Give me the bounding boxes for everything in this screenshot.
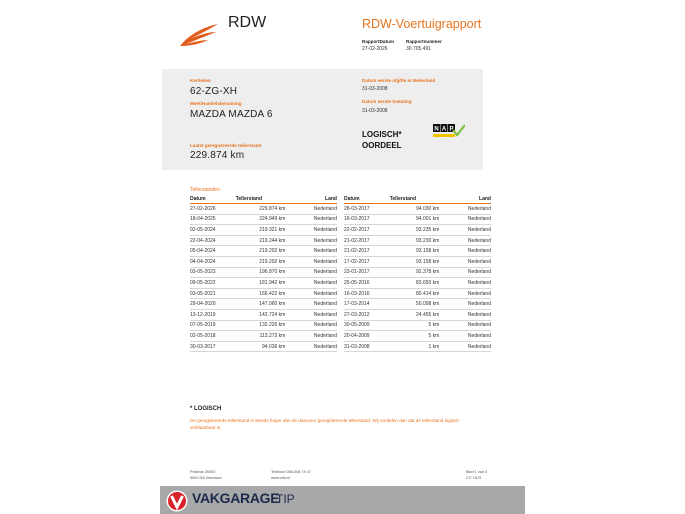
row-date: 29-04-2020	[190, 299, 236, 310]
nap-logo-icon	[433, 124, 465, 138]
row-date: 03-05-2023	[190, 267, 236, 278]
document-title: RDW-Voertuigrapport	[362, 17, 482, 31]
row-date: 22-02-2017	[344, 225, 390, 236]
table-row	[190, 204, 337, 215]
odometer-label: Laatst geregistreerde tellerstand	[190, 143, 262, 148]
row-land: Nederland	[287, 246, 337, 257]
row-km: 142.724 km	[236, 309, 288, 320]
row-land: Nederland	[287, 267, 337, 278]
odometer-section-title: Tellerstanden	[190, 187, 220, 193]
row-date: 03-05-2021	[190, 288, 236, 299]
row-date: 20-04-2009	[344, 331, 390, 342]
col-date-header: Datum	[190, 195, 236, 204]
row-land: Nederland	[441, 256, 491, 267]
row-date: 04-04-2024	[190, 256, 236, 267]
row-land: Nederland	[441, 288, 491, 299]
row-km: 94.001 km	[390, 214, 442, 225]
note-title: * LOGISCH	[190, 406, 222, 412]
row-land: Nederland	[287, 331, 337, 342]
brand-name: RDW	[228, 14, 267, 31]
row-land: Nederland	[441, 267, 491, 278]
make-label: Merk/Handelsbenaming	[190, 101, 242, 106]
row-date: 28-03-2017	[344, 204, 390, 215]
last-odometer: 229.874 km	[190, 150, 245, 161]
row-land: Nederland	[287, 341, 337, 352]
table-row	[190, 309, 337, 320]
row-date: 31-03-2008	[344, 341, 390, 352]
table-row	[190, 341, 337, 352]
first-admission-date: 31-03-2008	[362, 108, 388, 114]
svg-text:P: P	[449, 126, 454, 133]
row-date: 02-05-2018	[190, 331, 236, 342]
svg-text:A: A	[441, 126, 447, 133]
row-land: Nederland	[441, 214, 491, 225]
row-km: 196.870 km	[236, 267, 288, 278]
row-km: 219.321 km	[236, 225, 288, 236]
table-row	[344, 225, 491, 236]
row-land: Nederland	[287, 299, 337, 310]
row-km: 219.244 km	[236, 235, 288, 246]
table-row	[190, 256, 337, 267]
row-km: 24.455 km	[390, 309, 442, 320]
row-km: 93.230 km	[390, 235, 442, 246]
first-nl-date: 31-03-2008	[362, 86, 388, 92]
row-date: 23-01-2017	[344, 267, 390, 278]
first-admission-label: Datum eerste toelating	[362, 99, 412, 104]
table-row	[344, 278, 491, 289]
row-date: 27-02-2026	[190, 204, 236, 215]
table-row	[190, 214, 337, 225]
report-date-label: RapportDatum	[362, 39, 394, 44]
footer-city: 9640 RA Veendam	[190, 476, 222, 480]
table-row	[344, 214, 491, 225]
banner-brand: VAKGARAGE	[192, 490, 280, 506]
row-date: 13-12-2019	[190, 309, 236, 320]
row-land: Nederland	[287, 225, 337, 236]
row-date: 02-05-2024	[190, 225, 236, 236]
row-land: Nederland	[441, 309, 491, 320]
table-row	[190, 288, 337, 299]
row-land: Nederland	[287, 278, 337, 289]
row-km: 80.414 km	[390, 288, 442, 299]
row-land: Nederland	[287, 204, 337, 215]
row-km: 50.098 km	[390, 299, 442, 310]
row-km: 92.378 km	[390, 267, 442, 278]
row-land: Nederland	[287, 309, 337, 320]
row-km: 1 km	[390, 341, 442, 352]
verdict-line-2: OORDEEL	[362, 141, 402, 150]
table-row	[344, 288, 491, 299]
row-km: 93.158 km	[390, 246, 442, 257]
row-km: 181.942 km	[236, 278, 288, 289]
row-land: Nederland	[287, 288, 337, 299]
report-date: 27-02-2026	[362, 46, 388, 52]
row-km: 147.060 km	[236, 299, 288, 310]
note-text: De geregistreerde tellerstand is steeds hoger dan de daarvoor geregistreerde tellerstand. Wij oordelen dan dat de tellerstand logisch verklaarbaar is.	[190, 418, 459, 430]
row-date: 05-04-2024	[190, 246, 236, 257]
row-date: 16-03-2016	[344, 288, 390, 299]
rdw-logo-icon	[178, 22, 220, 48]
table-row	[344, 267, 491, 278]
table-row	[190, 267, 337, 278]
row-land: Nederland	[287, 214, 337, 225]
row-date: 22-04-2024	[190, 235, 236, 246]
row-date: 09-05-2022	[190, 278, 236, 289]
table-row	[190, 246, 337, 257]
row-km: 229.874 km	[236, 204, 288, 215]
row-land: Nederland	[441, 341, 491, 352]
row-date: 17-02-2017	[344, 256, 390, 267]
table-row	[190, 278, 337, 289]
row-land: Nederland	[441, 331, 491, 342]
row-date: 25-05-2016	[344, 278, 390, 289]
col-land-header: Land	[287, 195, 337, 204]
table-row	[344, 246, 491, 257]
row-km: 219.202 km	[236, 246, 288, 257]
vehicle-make: MAZDA MAZDA 6	[190, 109, 273, 120]
row-km: 224.949 km	[236, 214, 288, 225]
row-date: 07-05-2019	[190, 320, 236, 331]
row-date: 30-05-2009	[344, 320, 390, 331]
row-km: 94.030 km	[390, 204, 442, 215]
row-km: 83.650 km	[390, 278, 442, 289]
report-number-label: Rapportnummer	[406, 39, 442, 44]
row-km: 113.272 km	[236, 331, 288, 342]
row-land: Nederland	[441, 204, 491, 215]
odometer-table-left	[190, 195, 337, 352]
vakgarage-logo-icon	[166, 490, 188, 512]
table-row	[344, 256, 491, 267]
row-land: Nederland	[287, 256, 337, 267]
col-km-header: Tellerstand	[236, 195, 288, 204]
row-land: Nederland	[287, 235, 337, 246]
row-km: 132.226 km	[236, 320, 288, 331]
row-land: Nederland	[441, 225, 491, 236]
col-km-header: Tellerstand	[390, 195, 442, 204]
row-km: 93.235 km	[390, 225, 442, 236]
row-land: Nederland	[441, 320, 491, 331]
report-number: 30.705.491	[406, 46, 432, 52]
col-date-header: Datum	[344, 195, 390, 204]
footer-phone: Telefoon 088-008 74 47	[271, 470, 311, 474]
banner-tip: TIP	[276, 492, 295, 506]
row-land: Nederland	[441, 278, 491, 289]
table-row	[190, 320, 337, 331]
row-km: 166.422 km	[236, 288, 288, 299]
table-row	[190, 331, 337, 342]
table-row	[344, 320, 491, 331]
row-date: 21-02-2017	[344, 246, 390, 257]
row-land: Nederland	[441, 299, 491, 310]
odometer-table-right	[344, 195, 491, 352]
col-land-header: Land	[441, 195, 491, 204]
row-date: 16-03-2017	[344, 214, 390, 225]
table-row	[344, 299, 491, 310]
table-row	[344, 235, 491, 246]
row-land: Nederland	[441, 246, 491, 257]
table-row	[190, 299, 337, 310]
row-date: 17-03-2014	[344, 299, 390, 310]
row-km: 93.158 km	[390, 256, 442, 267]
row-date: 18-04-2025	[190, 214, 236, 225]
first-nl-label: Datum eerste afgifte in Nederland	[362, 78, 436, 83]
row-km: 219.202 km	[236, 256, 288, 267]
table-row	[190, 235, 337, 246]
row-date: 21-02-2017	[344, 235, 390, 246]
row-km: 94.036 km	[236, 341, 288, 352]
footer-code: 2 E 1879	[466, 476, 482, 480]
table-row	[344, 309, 491, 320]
verdict-line-1: LOGISCH*	[362, 130, 402, 139]
table-row	[344, 331, 491, 342]
license-plate: 62-ZG-XH	[190, 86, 238, 97]
footer-web: www.rdw.nl	[271, 476, 290, 480]
plate-label: Kenteken	[190, 78, 211, 83]
row-km: 5 km	[390, 331, 442, 342]
row-km: 5 km	[390, 320, 442, 331]
row-land: Nederland	[441, 235, 491, 246]
svg-text:N: N	[434, 126, 439, 133]
table-row	[344, 341, 491, 352]
footer-postbus: Postbus 30000	[190, 470, 216, 474]
row-date: 27-03-2012	[344, 309, 390, 320]
table-row	[190, 225, 337, 236]
row-date: 30-03-2017	[190, 341, 236, 352]
row-land: Nederland	[287, 320, 337, 331]
footer-page: Blad 1 van 3	[466, 470, 488, 474]
table-row	[344, 204, 491, 215]
